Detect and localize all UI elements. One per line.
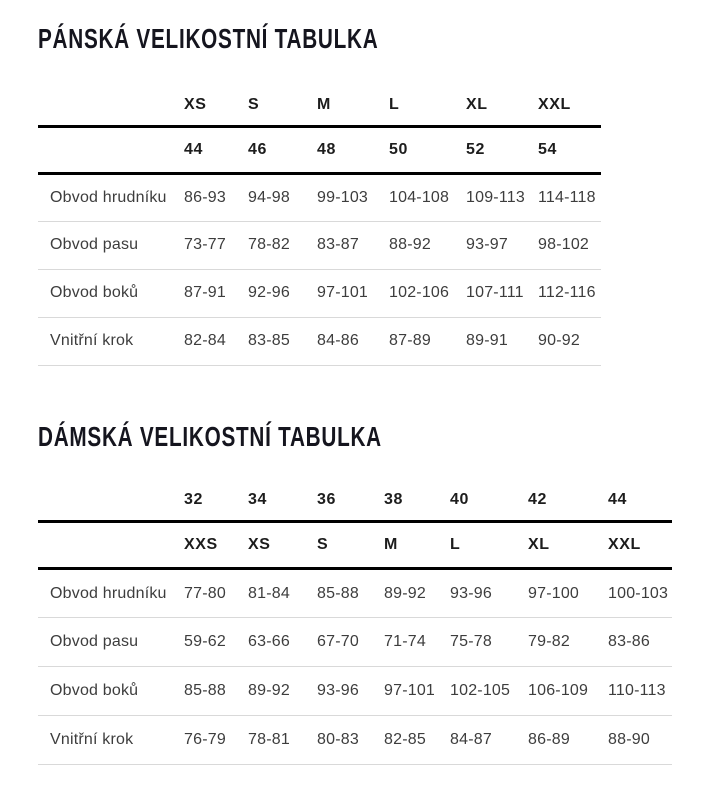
size-value-cell: 89-92 <box>384 584 426 602</box>
size-value-cell: 97-100 <box>528 584 580 602</box>
size-value-cell: 81-84 <box>248 584 290 602</box>
size-value-cell: 83-85 <box>248 332 290 349</box>
size-value-cell: 90-92 <box>538 332 580 349</box>
size-value-cell: 78-81 <box>248 731 290 748</box>
row-label: Vnitřní krok <box>50 731 134 748</box>
size-value-cell: 67-70 <box>317 633 359 650</box>
row-label: Vnitřní krok <box>50 332 134 349</box>
size-value-cell: 97-101 <box>317 284 369 301</box>
size-header-cell: 46 <box>248 140 267 158</box>
mens-size-table <box>38 85 601 366</box>
size-value-cell: 87-89 <box>389 332 431 349</box>
table-row <box>38 618 672 667</box>
size-header-cell: M <box>317 95 331 113</box>
size-value-cell: 73-77 <box>184 236 226 253</box>
size-header-cell: 44 <box>184 140 203 158</box>
size-header-cell: XS <box>184 95 207 113</box>
size-value-cell: 77-80 <box>184 584 226 602</box>
empty-header-cell <box>38 85 184 126</box>
mens-size-letters-row <box>38 85 601 126</box>
size-value-cell: 59-62 <box>184 633 226 650</box>
empty-header-cell <box>38 522 184 569</box>
size-value-cell: 110-113 <box>608 682 666 699</box>
size-value-cell: 102-106 <box>389 284 450 301</box>
row-label: Obvod hrudníku <box>50 188 167 206</box>
size-header-cell: 38 <box>384 491 403 509</box>
row-label: Obvod pasu <box>50 633 139 650</box>
size-value-cell: 71-74 <box>384 633 426 650</box>
size-value-cell: 112-116 <box>538 284 596 301</box>
size-value-cell: 82-85 <box>384 731 426 748</box>
size-header-cell: 44 <box>608 491 627 509</box>
size-value-cell: 100-103 <box>608 584 669 602</box>
size-header-cell: XXS <box>184 536 218 553</box>
size-header-cell: L <box>450 536 461 553</box>
size-value-cell: 83-87 <box>317 236 359 253</box>
mens-size-numbers-row <box>38 126 601 173</box>
size-header-cell: XXL <box>608 536 641 553</box>
mens-table-header <box>38 85 601 173</box>
size-value-cell: 88-92 <box>389 236 431 253</box>
size-value-cell: 75-78 <box>450 633 492 650</box>
womens-size-table-section <box>0 420 719 766</box>
size-header-cell: 36 <box>317 491 336 509</box>
size-value-cell: 93-96 <box>317 682 359 699</box>
size-value-cell: 86-93 <box>184 188 226 206</box>
womens-table-header <box>38 481 672 569</box>
size-value-cell: 76-79 <box>184 731 226 748</box>
size-header-cell: XL <box>466 95 488 113</box>
size-value-cell: 87-91 <box>184 284 226 301</box>
womens-size-letters-row <box>38 522 672 569</box>
size-header-cell: 52 <box>466 140 485 158</box>
size-header-cell: 40 <box>450 491 469 509</box>
size-header-cell: 34 <box>248 491 267 509</box>
womens-size-numbers-row <box>38 481 672 522</box>
size-value-cell: 109-113 <box>466 188 525 206</box>
size-value-cell: 99-103 <box>317 188 369 206</box>
empty-header-cell <box>38 481 184 522</box>
size-value-cell: 89-91 <box>466 332 508 349</box>
womens-size-table <box>38 481 672 766</box>
size-value-cell: 114-118 <box>538 188 596 206</box>
size-header-cell: XL <box>528 536 550 553</box>
row-label: Obvod boků <box>50 682 139 699</box>
size-value-cell: 79-82 <box>528 633 570 650</box>
mens-table-title <box>38 25 719 53</box>
size-value-cell: 80-83 <box>317 731 359 748</box>
size-header-cell: 42 <box>528 491 547 509</box>
size-header-cell: 50 <box>389 140 408 158</box>
table-row <box>38 221 601 269</box>
row-label: Obvod pasu <box>50 236 139 253</box>
size-header-cell: L <box>389 95 400 113</box>
size-value-cell: 97-101 <box>384 682 436 699</box>
womens-table-title <box>38 420 719 452</box>
size-value-cell: 98-102 <box>538 236 590 253</box>
size-value-cell: 88-90 <box>608 731 650 748</box>
row-label: Obvod boků <box>50 284 139 301</box>
size-value-cell: 84-86 <box>317 332 359 349</box>
size-value-cell: 102-105 <box>450 682 511 699</box>
table-row <box>38 667 672 716</box>
table-row <box>38 569 672 618</box>
size-value-cell: 63-66 <box>248 633 290 650</box>
size-header-cell: M <box>384 536 398 553</box>
size-header-cell: 48 <box>317 140 336 158</box>
size-value-cell: 93-97 <box>466 236 508 253</box>
size-value-cell: 84-87 <box>450 731 492 748</box>
size-header-cell: 54 <box>538 140 557 158</box>
size-value-cell: 85-88 <box>184 682 226 699</box>
size-header-cell: XXL <box>538 95 571 113</box>
size-value-cell: 106-109 <box>528 682 589 699</box>
empty-header-cell <box>38 126 184 173</box>
size-value-cell: 92-96 <box>248 284 290 301</box>
size-header-cell: 32 <box>184 491 203 509</box>
size-value-cell: 78-82 <box>248 236 290 253</box>
mens-table-title-text: PÁNSKÁ VELIKOSTNÍ TABULKA <box>38 23 379 54</box>
size-value-cell: 93-96 <box>450 584 492 602</box>
size-value-cell: 107-111 <box>466 284 524 301</box>
size-value-cell: 94-98 <box>248 188 290 206</box>
size-value-cell: 89-92 <box>248 682 290 699</box>
womens-table-title-text: DÁMSKÁ VELIKOSTNÍ TABULKA <box>38 420 382 452</box>
size-value-cell: 86-89 <box>528 731 570 748</box>
mens-size-table-section <box>0 25 719 366</box>
row-label: Obvod hrudníku <box>50 584 167 602</box>
size-header-cell: XS <box>248 536 271 553</box>
size-header-cell: S <box>317 536 329 553</box>
size-value-cell: 85-88 <box>317 584 359 602</box>
table-row <box>38 317 601 365</box>
size-value-cell: 83-86 <box>608 633 650 650</box>
size-header-cell: S <box>248 95 260 113</box>
size-value-cell: 104-108 <box>389 188 450 206</box>
table-row <box>38 269 601 317</box>
size-value-cell: 82-84 <box>184 332 226 349</box>
table-row <box>38 173 601 221</box>
table-row <box>38 716 672 765</box>
